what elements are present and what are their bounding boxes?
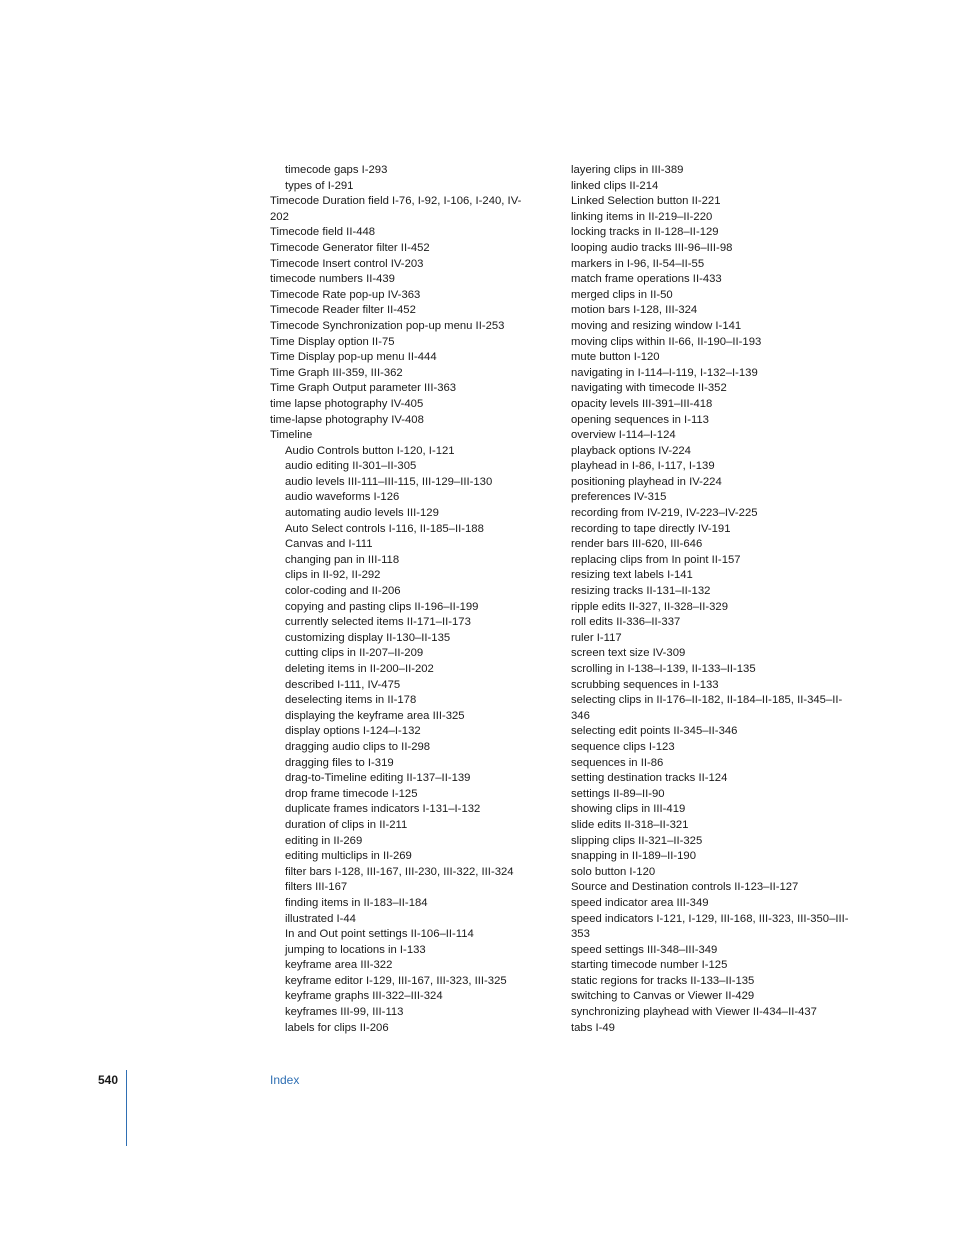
index-entry: sequence clips I-123 xyxy=(571,740,675,753)
index-entry: display options I-124–I-132 xyxy=(285,725,421,738)
index-entry: merged clips in II-50 xyxy=(571,288,673,301)
index-entry: resizing text labels I-141 xyxy=(571,569,693,582)
index-entry: ruler I-117 xyxy=(571,631,622,644)
index-entry: overview I-114–I-124 xyxy=(571,429,676,442)
index-entry: jumping to locations in I-133 xyxy=(285,943,426,956)
index-entry: snapping in II-189–II-190 xyxy=(571,850,696,863)
index-entry: timecode numbers II-439 xyxy=(270,273,395,286)
index-entry: Canvas and I-111 xyxy=(285,538,373,551)
index-entry: audio waveforms I-126 xyxy=(285,491,400,504)
index-entry: navigating with timecode II-352 xyxy=(571,382,727,395)
index-entry: described I-111, IV-475 xyxy=(285,678,401,691)
index-entry: moving and resizing window I-141 xyxy=(571,319,742,332)
index-entry: keyframe area III-322 xyxy=(285,959,393,972)
index-entry: Timecode Duration field I-76, I-92, I-106, I-240, IV-202 xyxy=(270,195,522,223)
index-entry: duplicate frames indicators I-131–I-132 xyxy=(285,803,481,816)
index-entry: scrolling in I-138–I-139, II-133–II-135 xyxy=(571,663,756,675)
index-entry: recording to tape directly IV-191 xyxy=(571,522,731,535)
index-entry: currently selected items II-171–II-173 xyxy=(285,616,471,629)
index-entry: copying and pasting clips II-196–II-199 xyxy=(285,600,479,613)
index-entry: deleting items in II-200–II-202 xyxy=(285,663,434,675)
index-entry: moving clips within II-66, II-190–II-193 xyxy=(571,335,762,348)
index-entry: editing in II-269 xyxy=(285,834,363,847)
index-entry: audio levels III-111–III-115, III-129–III-130 xyxy=(285,475,493,488)
index-entry: markers in I-96, II-54–II-55 xyxy=(571,257,705,270)
index-entry: linked clips II-214 xyxy=(571,179,659,192)
index-entry: linking items in II-219–II-220 xyxy=(571,210,713,223)
index-entry: match frame operations II-433 xyxy=(571,273,722,286)
index-entry: showing clips in III-419 xyxy=(571,803,686,816)
index-entry: setting destination tracks II-124 xyxy=(571,772,728,785)
index-entry: ripple edits II-327, II-328–II-329 xyxy=(571,600,728,613)
index-entry: Linked Selection button II-221 xyxy=(571,195,721,208)
index-entry: Timeline xyxy=(270,429,313,442)
index-entry: positioning playhead in IV-224 xyxy=(571,475,722,488)
index-entry: mute button I-120 xyxy=(571,351,660,364)
index-entry: screen text size IV-309 xyxy=(571,647,686,660)
index-entry: duration of clips in II-211 xyxy=(285,818,408,831)
footer-rule xyxy=(126,1070,127,1146)
index-entry: speed indicator area III-349 xyxy=(571,896,709,909)
index-entry: looping audio tracks III-96–III-98 xyxy=(571,241,733,254)
index-entry: types of I-291 xyxy=(285,179,354,192)
index-entry: selecting edit points II-345–II-346 xyxy=(571,725,738,738)
index-entry: audio editing II-301–II-305 xyxy=(285,460,417,473)
index-entry: changing pan in III-118 xyxy=(285,553,400,566)
index-entry: clips in II-92, II-292 xyxy=(285,569,381,582)
index-entry: preferences IV-315 xyxy=(571,491,667,504)
index-entry: In and Out point settings II-106–II-114 xyxy=(285,928,474,941)
index-entry: navigating in I-114–I-119, I-132–I-139 xyxy=(571,366,758,379)
index-entry: speed indicators I-121, I-129, III-168, III-323, III-350–III-353 xyxy=(571,912,849,941)
index-entry: scrubbing sequences in I-133 xyxy=(571,678,719,691)
index-entry: starting timecode number I-125 xyxy=(571,959,728,972)
index-entry: tabs I-49 xyxy=(571,1021,615,1034)
index-column-left xyxy=(270,163,540,1036)
index-entry: displaying the keyframe area III-325 xyxy=(285,709,465,722)
index-entry: Timecode Generator filter II-452 xyxy=(270,241,430,254)
index-entry: dragging files to I-319 xyxy=(285,756,394,769)
index-entry: Timecode field II-448 xyxy=(270,226,376,239)
index-entry: render bars III-620, III-646 xyxy=(571,538,703,551)
index-entry: Timecode Insert control IV-203 xyxy=(270,257,424,270)
index-entry: finding items in II-183–II-184 xyxy=(285,896,428,909)
index-entry: playhead in I-86, I-117, I-139 xyxy=(571,460,715,473)
index-entry: drag-to-Timeline editing II-137–II-139 xyxy=(285,772,471,785)
index-entry: locking tracks in II-128–II-129 xyxy=(571,226,719,239)
index-entry: opening sequences in I-113 xyxy=(571,413,709,426)
index-entry: Source and Destination controls II-123–II-127 xyxy=(571,881,799,894)
index-entry: Timecode Synchronization pop-up menu II-253 xyxy=(270,319,505,332)
index-entry: layering clips in III-389 xyxy=(571,164,684,176)
index-entry: Auto Select controls I-116, II-185–II-188 xyxy=(285,522,484,535)
index-entry: replacing clips from In point II-157 xyxy=(571,553,741,566)
index-entry: Timecode Rate pop-up IV-363 xyxy=(270,288,421,301)
index-entry: selecting clips in II-176–II-182, II-184–II-185, II-345–II-346 xyxy=(571,694,843,722)
index-entry: slide edits II-318–II-321 xyxy=(571,818,689,831)
page-number: 540 xyxy=(98,1073,119,1087)
index-entry: labels for clips II-206 xyxy=(285,1021,389,1034)
index-entry: playback options IV-224 xyxy=(571,444,691,457)
index-entry: Time Graph Output parameter III-363 xyxy=(270,382,457,395)
index-entry: speed settings III-348–III-349 xyxy=(571,943,718,956)
index-entry: editing multiclips in II-269 xyxy=(285,850,412,863)
index-entry: recording from IV-219, IV-223–IV-225 xyxy=(571,507,758,520)
index-entry: settings II-89–II-90 xyxy=(571,787,665,800)
index-entry: sequences in II-86 xyxy=(571,756,664,769)
index-entry: keyframes III-99, III-113 xyxy=(285,1006,404,1019)
index-entry: Time Display pop-up menu II-444 xyxy=(270,351,437,364)
index-entry: Time Display option II-75 xyxy=(270,335,395,348)
index-entry: Timecode Reader filter II-452 xyxy=(270,304,416,317)
index-entry: time lapse photography IV-405 xyxy=(270,397,424,410)
index-entry: static regions for tracks II-133–II-135 xyxy=(571,974,755,987)
section-name: Index xyxy=(270,1073,300,1087)
index-entry: keyframe editor I-129, III-167, III-323, III-325 xyxy=(285,974,507,987)
index-entry: Time Graph III-359, III-362 xyxy=(270,366,403,379)
index-entry: deselecting items in II-178 xyxy=(285,694,417,707)
index-entry: time-lapse photography IV-408 xyxy=(270,413,424,426)
index-entry: switching to Canvas or Viewer II-429 xyxy=(571,990,755,1003)
index-column-right xyxy=(571,163,851,1036)
index-entry: keyframe graphs III-322–III-324 xyxy=(285,990,443,1003)
index-entry: customizing display II-130–II-135 xyxy=(285,631,451,644)
index-entry: opacity levels III-391–III-418 xyxy=(571,397,713,410)
index-entry: illustrated I-44 xyxy=(285,912,356,925)
index-entry: automating audio levels III-129 xyxy=(285,507,439,520)
index-entry: Audio Controls button I-120, I-121 xyxy=(285,444,455,457)
index-entry: dragging audio clips to II-298 xyxy=(285,740,431,753)
index-entry: color-coding and II-206 xyxy=(285,585,401,598)
index-entry: roll edits II-336–II-337 xyxy=(571,616,681,629)
index-entry: motion bars I-128, III-324 xyxy=(571,304,698,317)
index-entry: cutting clips in II-207–II-209 xyxy=(285,647,424,660)
index-entry: filters III-167 xyxy=(285,881,348,894)
index-entry: resizing tracks II-131–II-132 xyxy=(571,585,711,598)
index-entry: solo button I-120 xyxy=(571,865,656,878)
index-entry: synchronizing playhead with Viewer II-434–II-437 xyxy=(571,1006,817,1019)
index-entry: timecode gaps I-293 xyxy=(285,164,388,176)
index-entry: drop frame timecode I-125 xyxy=(285,787,418,800)
index-entry: filter bars I-128, III-167, III-230, III-322, III-324 xyxy=(285,865,514,878)
index-entry: slipping clips II-321–II-325 xyxy=(571,834,703,847)
